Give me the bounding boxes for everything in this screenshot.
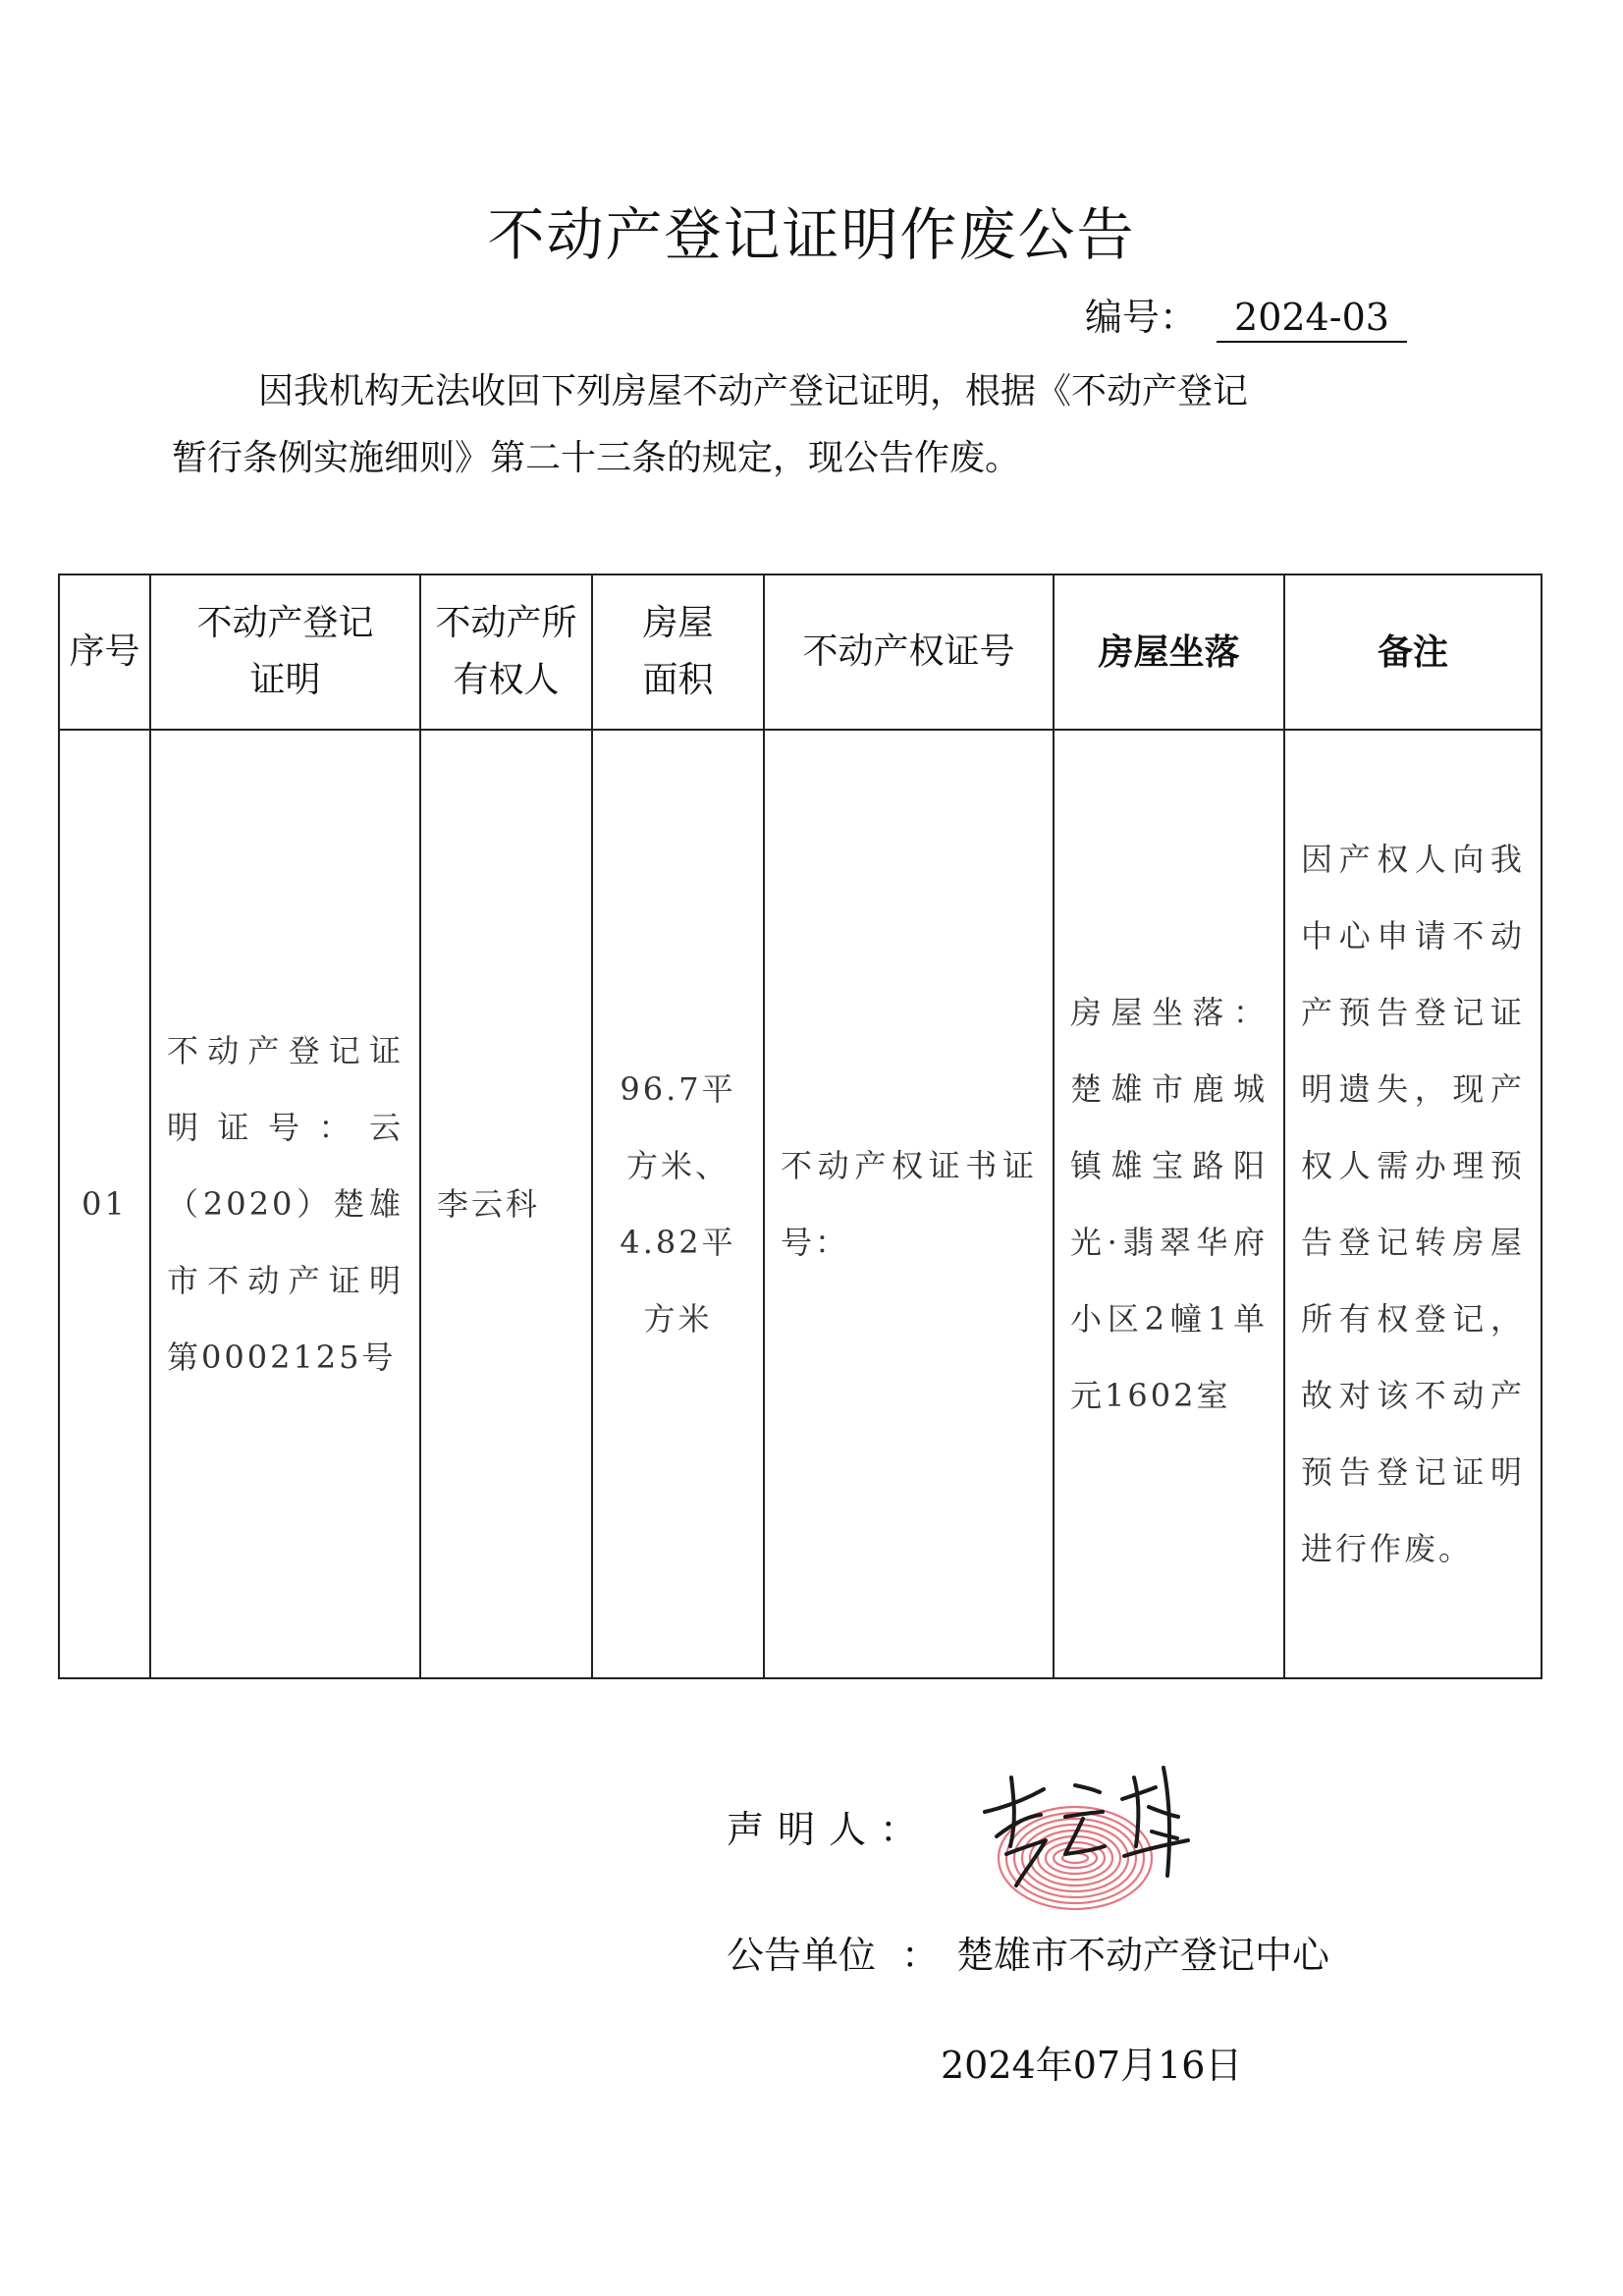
cell-owner bbox=[420, 730, 592, 1678]
document-number bbox=[1085, 287, 1407, 343]
certificate-table bbox=[58, 574, 1542, 1679]
header-certificate bbox=[150, 574, 420, 730]
cell-remarks bbox=[1284, 730, 1542, 1678]
header-owner-line2: 有权人 bbox=[453, 660, 560, 700]
header-location: 房屋坐落 bbox=[1054, 574, 1284, 730]
cell-area bbox=[592, 730, 764, 1678]
table-row bbox=[59, 730, 1542, 1678]
header-seq: 序号 bbox=[59, 574, 150, 730]
cell-certificate bbox=[150, 730, 420, 1678]
cell-remarks-text: 因产权人向我中心申请不动产预告登记证明遗失，现产权人需办理预告登记转房屋所有权登记，故对该不动产预告登记证明进行作废。 bbox=[1301, 841, 1525, 1567]
issue-date: 2024年07月16日 bbox=[941, 2044, 1243, 2087]
cell-location-text: 房屋坐落：楚雄市鹿城镇雄宝路阳光·翡翠华府小区2幢1单元1602室 bbox=[1070, 994, 1268, 1414]
header-title-number: 不动产权证号 bbox=[764, 574, 1054, 730]
header-owner bbox=[420, 574, 592, 730]
header-area bbox=[592, 574, 764, 730]
document-number-label: 编号： bbox=[1085, 296, 1198, 339]
intro-line-2: 暂行条例实施细则》第二十三条的规定，现公告作废。 bbox=[172, 438, 1021, 478]
header-owner-line1: 不动产所 bbox=[435, 603, 577, 643]
issuer-line bbox=[727, 1925, 1329, 1979]
intro-paragraph bbox=[172, 358, 1488, 492]
cell-area-text: 96.7平方米、4.82平方米 bbox=[620, 1070, 736, 1338]
cell-title-number bbox=[764, 730, 1054, 1678]
document-title: 不动产登记证明作废公告 bbox=[487, 201, 1136, 268]
header-area-line1: 房屋 bbox=[642, 603, 714, 643]
issuer-separator: ： bbox=[901, 1934, 940, 1977]
cell-seq-text: 01 bbox=[81, 1185, 128, 1223]
intro-line-1: 因我机构无法收回下列房屋不动产登记证明，根据《不动产登记 bbox=[258, 371, 1249, 411]
issuer-name: 楚雄市不动产登记中心 bbox=[956, 1934, 1330, 1977]
cell-certificate-text: 不动产登记证明证号：云（2020）楚雄市不动产证明第0002125号 bbox=[167, 1032, 404, 1376]
cell-title-number-text: 不动产权证书证号： bbox=[781, 1147, 1037, 1261]
cell-location bbox=[1054, 730, 1284, 1678]
header-area-line2: 面积 bbox=[642, 660, 714, 700]
cell-owner-text: 李云科 bbox=[437, 1185, 541, 1223]
declarant-label: 声明人： bbox=[727, 1808, 932, 1851]
signature-area bbox=[967, 1738, 1222, 1925]
cell-seq bbox=[59, 730, 150, 1678]
header-certificate-line2: 证明 bbox=[249, 660, 321, 700]
table-header-row bbox=[59, 574, 1542, 730]
header-certificate-line1: 不动产登记 bbox=[196, 603, 374, 643]
issuer-label: 公告单位 bbox=[727, 1934, 877, 1977]
handwritten-signature bbox=[967, 1738, 1222, 1925]
document-number-value: 2024-03 bbox=[1217, 296, 1407, 343]
header-remarks: 备注 bbox=[1284, 574, 1542, 730]
